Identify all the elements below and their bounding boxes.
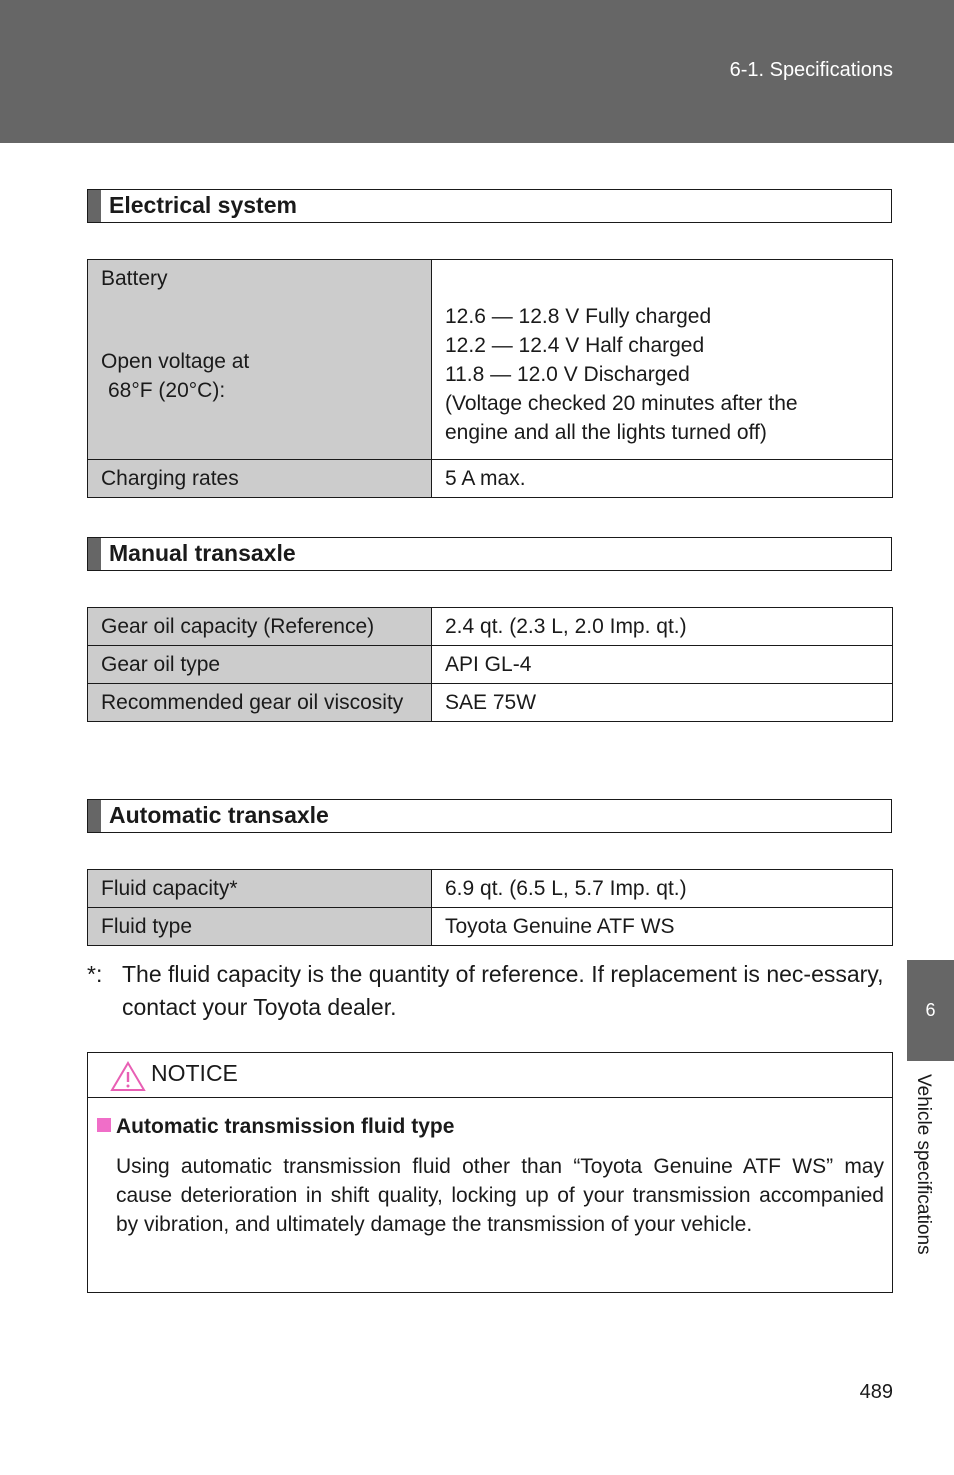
table-row (88, 608, 893, 646)
chapter-label: Vehicle specifications (913, 1074, 934, 1255)
spec-value: 6.9 qt. (6.5 L, 5.7 Imp. qt.) (432, 870, 893, 908)
automatic-heading (87, 799, 892, 833)
bullet-square-icon (97, 1118, 111, 1132)
table-row (88, 460, 893, 498)
notice-title-row (88, 1053, 892, 1098)
warning-triangle-icon (110, 1061, 146, 1092)
manual-heading (87, 537, 892, 571)
battery-label-cell (88, 260, 432, 460)
voltage-value-cell (432, 260, 893, 460)
voltage-note: engine and all the lights turned off) (445, 421, 767, 444)
voltage-label-1: Open voltage at (101, 350, 250, 373)
charging-label: Charging rates (88, 460, 432, 498)
voltage-value: 11.8 — 12.0 V Discharged (445, 363, 690, 386)
spec-label: Fluid type (88, 908, 432, 946)
notice-text: Using automatic transmission fluid other than “Toyota Genuine ATF WS” may cause deterioration in shift quality, locking up of your transmission accompanied by vibration, and ultimately damage the transmission of your vehicle. (116, 1155, 884, 1236)
table-row (88, 260, 893, 460)
spec-label: Recommended gear oil viscosity (88, 684, 432, 722)
spec-value: Toyota Genuine ATF WS (432, 908, 893, 946)
manual-table (87, 607, 893, 722)
voltage-label-2: 68°F (20°C): (108, 379, 226, 402)
spec-label: Fluid capacity* (88, 870, 432, 908)
footnote-text: The fluid capacity is the quantity of reference. If replacement is nec-essary, contact your Toyota dealer. (122, 961, 884, 1020)
section-title: 6-1. Specifications (729, 59, 893, 81)
charging-value: 5 A max. (432, 460, 893, 498)
header-band (0, 0, 954, 143)
heading-bar (88, 190, 101, 222)
spec-value: 2.4 qt. (2.3 L, 2.0 Imp. qt.) (432, 608, 893, 646)
manual-heading-text: Manual transaxle (109, 540, 296, 566)
voltage-value: 12.6 — 12.8 V Fully charged (445, 305, 712, 328)
spec-label: Gear oil type (88, 646, 432, 684)
footnote-mark: *: (87, 961, 103, 987)
notice-subheading: Automatic transmission fluid type (116, 1115, 455, 1138)
chapter-tab[interactable] (907, 960, 954, 1061)
electrical-heading-text: Electrical system (109, 192, 297, 218)
heading-bar (88, 800, 101, 832)
automatic-table (87, 869, 893, 946)
chapter-number: 6 (925, 1000, 936, 1020)
table-row (88, 646, 893, 684)
spec-label: Gear oil capacity (Reference) (88, 608, 432, 646)
heading-bar (88, 538, 101, 570)
electrical-heading (87, 189, 892, 223)
electrical-table (87, 259, 893, 498)
notice-title: NOTICE (151, 1060, 238, 1086)
battery-label: Battery (101, 267, 168, 290)
automatic-heading-text: Automatic transaxle (109, 802, 329, 828)
voltage-note: (Voltage checked 20 minutes after the (445, 392, 798, 415)
table-row (88, 908, 893, 946)
spec-value: API GL-4 (432, 646, 893, 684)
notice-box (87, 1052, 893, 1293)
table-row (88, 684, 893, 722)
footnote (87, 958, 887, 1024)
voltage-value: 12.2 — 12.4 V Half charged (445, 334, 705, 357)
notice-subheading-row (97, 1115, 454, 1139)
page-number: 489 (859, 1381, 893, 1403)
table-row (88, 870, 893, 908)
spec-value: SAE 75W (432, 684, 893, 722)
